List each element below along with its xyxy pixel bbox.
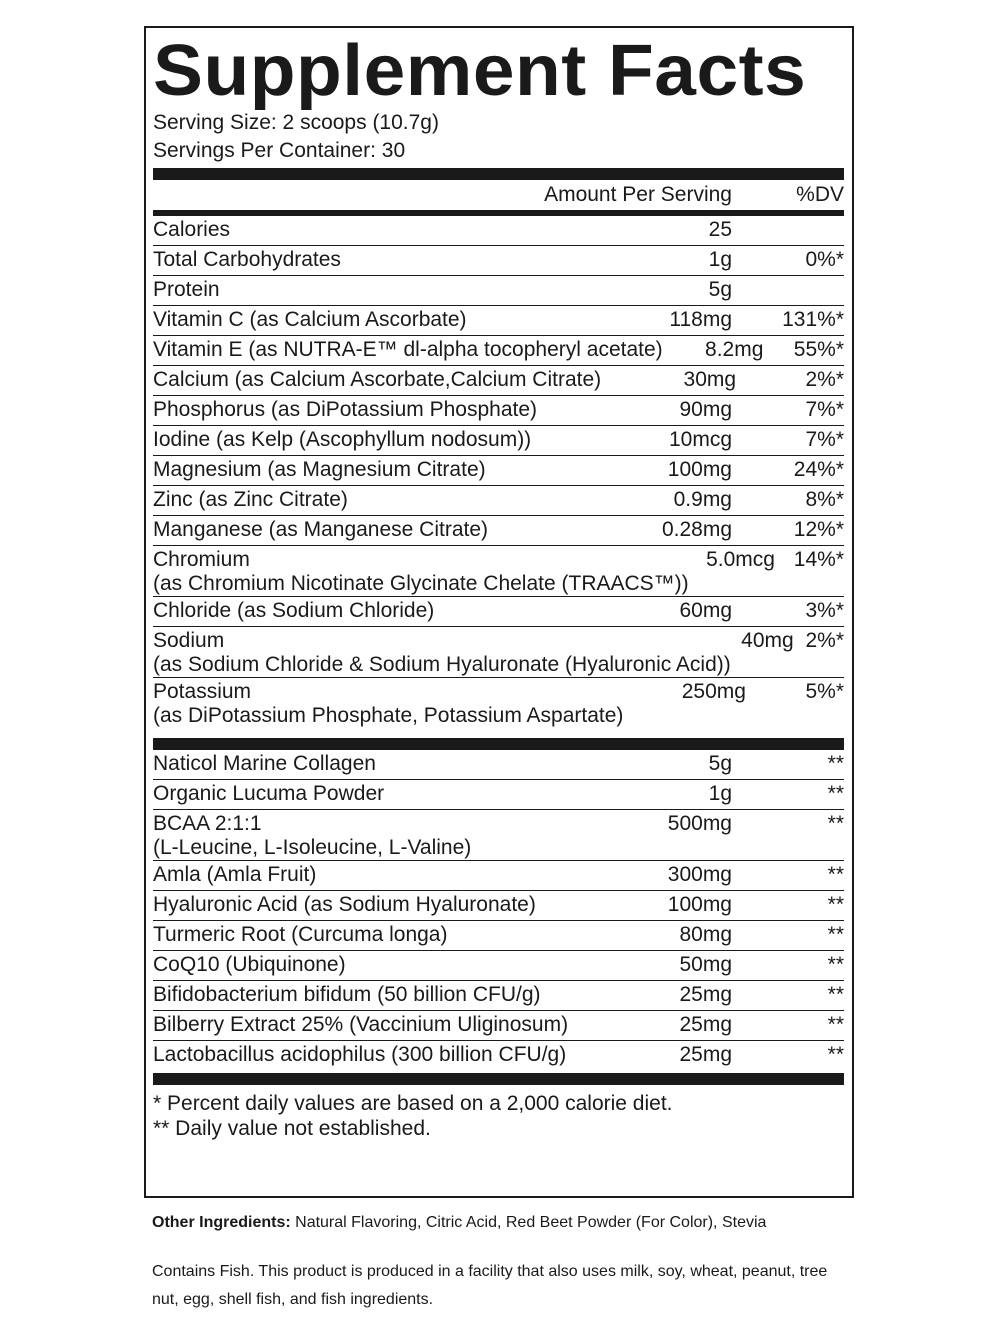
table-row xyxy=(153,627,844,678)
serving-size: Serving Size: 2 scoops (10.7g) xyxy=(153,111,439,134)
panel-content xyxy=(153,28,844,1141)
ingredient-name xyxy=(153,923,592,947)
ingredient-dv: 12%* xyxy=(793,518,844,541)
thick-divider xyxy=(153,168,844,180)
table-row xyxy=(153,981,844,1011)
table-row xyxy=(153,216,844,246)
ingredient-amount: 25mg xyxy=(679,983,732,1006)
header-amount: Amount Per Serving xyxy=(544,183,732,206)
servings-per-container: Servings Per Container: 30 xyxy=(153,139,406,162)
allergen-statement: Contains Fish. This product is produced in a facility that also uses milk, soy, wheat, peanut, tree nut, egg, shell fish, and fish ingredients. xyxy=(152,1263,828,1308)
ingredient-dv: 8%* xyxy=(805,488,844,511)
table-row xyxy=(153,921,844,951)
other-ingredient-list xyxy=(153,750,844,1071)
ingredient-label: Naticol Marine Collagen xyxy=(153,752,376,775)
ingredient-label: Manganese (as Manganese Citrate) xyxy=(153,518,489,541)
ingredient-name xyxy=(153,863,592,887)
ingredient-amount: 25 xyxy=(708,218,732,241)
table-row xyxy=(153,1011,844,1041)
ingredient-dv: 2%* xyxy=(805,368,844,391)
ingredient-amount: 1g xyxy=(708,782,732,805)
table-row xyxy=(153,810,844,861)
ingredient-amount: 100mg xyxy=(667,458,732,481)
table-row xyxy=(153,780,844,810)
ingredient-amount: 25mg xyxy=(679,1013,732,1036)
ingredient-dv: 2%* xyxy=(805,629,844,652)
thick-divider xyxy=(153,1073,844,1085)
ingredient-label: Amla (Amla Fruit) xyxy=(153,863,317,886)
ingredient-dv: 0%* xyxy=(805,248,844,271)
ingredient-amount: 10mcg xyxy=(668,428,732,451)
table-row xyxy=(153,426,844,456)
table-row xyxy=(153,597,844,627)
ingredient-amount: 30mg xyxy=(683,368,737,391)
ingredient-label: Chromium xyxy=(153,548,250,571)
ingredient-name xyxy=(153,893,592,917)
ingredient-name xyxy=(153,398,592,422)
ingredient-amount: 60mg xyxy=(679,599,732,622)
ingredient-dv: 3%* xyxy=(805,599,844,622)
ingredient-label: Iodine (as Kelp (Ascophyllum nodosum)) xyxy=(153,428,532,451)
ingredient-name xyxy=(153,1043,592,1067)
ingredient-label: Total Carbohydrates xyxy=(153,248,341,271)
ingredient-name xyxy=(153,812,592,860)
ingredient-amount: 0.9mg xyxy=(673,488,732,511)
ingredient-label: Bilberry Extract 25% (Vaccinium Uliginosum) xyxy=(153,1013,569,1036)
ingredient-label: Vitamin E (as NUTRA-E™ dl-alpha tocopheryl acetate) xyxy=(153,338,663,361)
ingredient-source: (as Sodium Chloride & Sodium Hyaluronate (Hyaluronic Acid)) xyxy=(153,653,731,676)
ingredient-name xyxy=(153,983,592,1007)
table-row xyxy=(153,861,844,891)
ingredient-amount: 500mg xyxy=(667,812,732,835)
table-row xyxy=(153,246,844,276)
ingredient-label: Bifidobacterium bifidum (50 billion CFU/g) xyxy=(153,983,541,1006)
table-row xyxy=(153,396,844,426)
other-ingredients-label: Other Ingredients: xyxy=(152,1214,291,1231)
header-dv: %DV xyxy=(796,183,844,206)
ingredient-dv: ** xyxy=(827,953,844,976)
ingredient-amount: 100mg xyxy=(667,893,732,916)
ingredient-amount: 50mg xyxy=(679,953,732,976)
ingredient-dv: 7%* xyxy=(805,428,844,451)
ingredient-name xyxy=(153,599,592,623)
ingredient-amount: 90mg xyxy=(679,398,732,421)
ingredient-name xyxy=(153,752,592,776)
ingredient-dv: ** xyxy=(827,863,844,886)
table-row xyxy=(153,456,844,486)
nutrient-list xyxy=(153,216,844,728)
ingredient-label: Phosphorus (as DiPotassium Phosphate) xyxy=(153,398,538,421)
ingredient-name xyxy=(153,368,601,392)
ingredient-dv: ** xyxy=(827,983,844,1006)
ingredient-dv: ** xyxy=(827,893,844,916)
ingredient-label: Calcium (as Calcium Ascorbate,Calcium Citrate) xyxy=(153,368,602,391)
ingredient-name xyxy=(153,629,731,677)
ingredient-label: Turmeric Root (Curcuma longa) xyxy=(153,923,448,946)
ingredient-dv: ** xyxy=(827,812,844,835)
ingredient-name xyxy=(153,278,592,302)
ingredient-amount: 40mg xyxy=(741,629,794,652)
ingredient-amount: 5.0mcg xyxy=(706,548,775,571)
ingredient-amount: 80mg xyxy=(679,923,732,946)
table-row xyxy=(153,336,844,366)
ingredient-dv: 5%* xyxy=(805,680,844,703)
ingredient-dv: ** xyxy=(827,1013,844,1036)
ingredient-dv: 7%* xyxy=(805,398,844,421)
ingredient-dv: 55%* xyxy=(793,338,844,361)
ingredient-label: Vitamin C (as Calcium Ascorbate) xyxy=(153,308,467,331)
ingredient-name xyxy=(153,680,623,728)
table-row xyxy=(153,678,844,728)
ingredient-label: Protein xyxy=(153,278,220,301)
footnote-dv: * Percent daily values are based on a 2,000 calorie diet. xyxy=(153,1092,673,1115)
table-row xyxy=(153,891,844,921)
table-row xyxy=(153,1041,844,1071)
ingredient-dv: ** xyxy=(827,923,844,946)
ingredient-label: Hyaluronic Acid (as Sodium Hyaluronate) xyxy=(153,893,536,916)
ingredient-label: BCAA 2:1:1 xyxy=(153,812,262,835)
ingredient-source: (L-Leucine, L-Isoleucine, L-Valine) xyxy=(153,836,472,859)
ingredient-name xyxy=(153,1013,592,1037)
table-row xyxy=(153,306,844,336)
ingredient-amount: 5g xyxy=(708,278,732,301)
ingredient-amount: 8.2mg xyxy=(705,338,764,361)
ingredient-name xyxy=(153,458,592,482)
ingredient-amount: 25mg xyxy=(679,1043,732,1066)
table-row xyxy=(153,951,844,981)
ingredient-source: (as Chromium Nicotinate Glycinate Chelate (TRAACS™)) xyxy=(153,572,689,595)
ingredient-label: Chloride (as Sodium Chloride) xyxy=(153,599,435,622)
column-header xyxy=(153,180,844,210)
ingredient-dv: ** xyxy=(827,782,844,805)
table-row xyxy=(153,516,844,546)
ingredient-dv: 14%* xyxy=(793,548,844,571)
table-row xyxy=(153,750,844,780)
ingredient-label: Calories xyxy=(153,218,231,241)
table-row xyxy=(153,486,844,516)
ingredient-amount: 0.28mg xyxy=(661,518,732,541)
ingredient-name xyxy=(153,548,689,596)
ingredient-name xyxy=(153,488,592,512)
ingredient-name xyxy=(153,308,592,332)
ingredient-name xyxy=(153,218,592,242)
ingredient-label: CoQ10 (Ubiquinone) xyxy=(153,953,346,976)
ingredient-dv: 131%* xyxy=(782,308,844,331)
other-ingredients-text: Natural Flavoring, Citric Acid, Red Beet Powder (For Color), Stevia xyxy=(290,1214,767,1231)
ingredient-name xyxy=(153,953,592,977)
supplement-facts-panel xyxy=(144,26,854,1198)
ingredient-name xyxy=(153,518,592,542)
ingredient-label: Magnesium (as Magnesium Citrate) xyxy=(153,458,486,481)
ingredient-dv: ** xyxy=(827,752,844,775)
ingredient-source: (as DiPotassium Phosphate, Potassium Aspartate) xyxy=(153,704,624,727)
ingredient-label: Potassium xyxy=(153,680,252,703)
ingredient-amount: 1g xyxy=(708,248,732,271)
ingredient-amount: 250mg xyxy=(681,680,746,703)
ingredient-amount: 5g xyxy=(708,752,732,775)
ingredient-dv: 24%* xyxy=(793,458,844,481)
ingredient-label: Sodium xyxy=(153,629,225,652)
ingredient-amount: 118mg xyxy=(669,308,732,331)
footnote-not-established: ** Daily value not established. xyxy=(153,1117,431,1140)
other-ingredients xyxy=(152,1212,766,1234)
ingredient-dv: ** xyxy=(827,1043,844,1066)
ingredient-name xyxy=(153,338,663,362)
ingredient-label: Organic Lucuma Powder xyxy=(153,782,385,805)
table-row xyxy=(153,276,844,306)
table-row xyxy=(153,366,844,396)
panel-title: Supplement Facts xyxy=(153,31,807,111)
ingredient-name xyxy=(153,248,592,272)
thick-divider xyxy=(153,738,844,750)
ingredient-name xyxy=(153,782,592,806)
ingredient-amount: 300mg xyxy=(667,863,732,886)
ingredient-label: Lactobacillus acidophilus (300 billion CFU/g) xyxy=(153,1043,567,1066)
table-row xyxy=(153,546,844,597)
ingredient-name xyxy=(153,428,592,452)
ingredient-label: Zinc (as Zinc Citrate) xyxy=(153,488,348,511)
